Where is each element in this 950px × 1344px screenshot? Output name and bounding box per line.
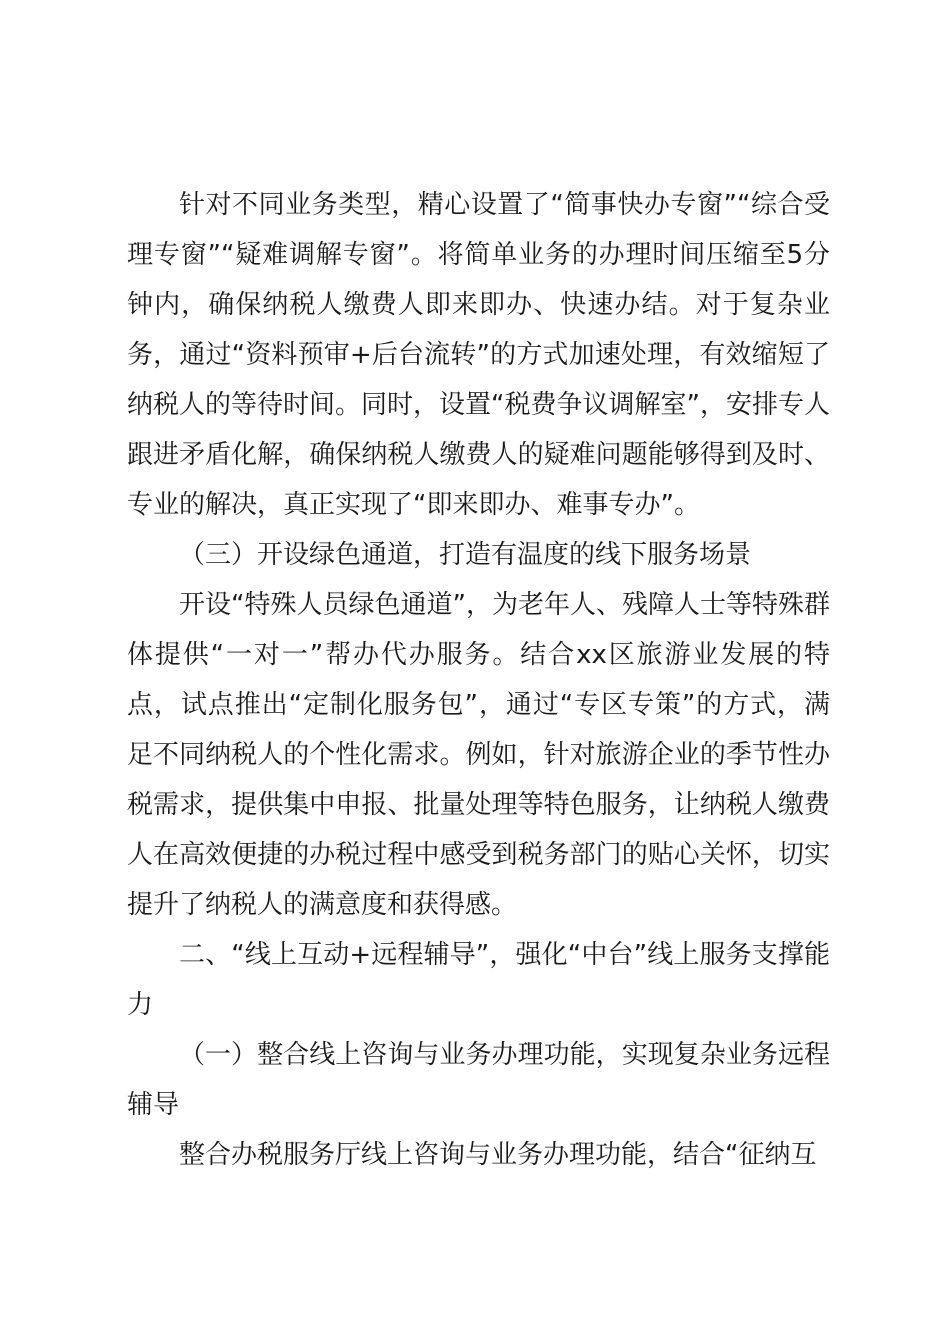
paragraph-window-setup: 针对不同业务类型，精心设置了“简事快办专窗”“综合受理专窗”“疑难调解专窗”。将简单业务的办理时间压缩至5分钟内，确保纳税人缴费人即来即办、快速办结。对于复杂业务，通过“资料预审+后台流转”的方式加速处理，有效缩短了纳税人的等待时间。同时，设置“税费争议调解室”，安排专人跟进矛盾化解，确保纳税人缴费人的疑难问题能够得到及时、专业的解决，真正实现了“即来即办、难事专办”。: [127, 190, 830, 520]
paragraph-green-channel: 开设“特殊人员绿色通道”，为老年人、残障人士等特殊群体提供“一对一”帮办代办服务。结合xx区旅游业发展的特点，试点推出“定制化服务包”，通过“专区专策”的方式，满足不同纳税人的个性化需求。例如，针对旅游企业的季节性办税需求，提供集中申报、批量处理等特色服务，让纳税人缴费人在高效便捷的办税过程中感受到税务部门的贴心关怀，切实提升了纳税人的满意度和获得感。: [127, 590, 830, 920]
document-body: [127, 180, 830, 1180]
heading-green-channel: （三）开设绿色通道，打造有温度的线下服务场景: [179, 540, 752, 570]
heading-online-interaction: 二、“线上互动+远程辅导”，强化“中台”线上服务支撑能力: [127, 940, 830, 1020]
heading-remote-guidance: （一）整合线上咨询与业务办理功能，实现复杂业务远程辅导: [127, 1040, 830, 1120]
paragraph-remote-guidance: 整合办税服务厅线上咨询与业务办理功能，结合“征纳互: [179, 1140, 817, 1170]
